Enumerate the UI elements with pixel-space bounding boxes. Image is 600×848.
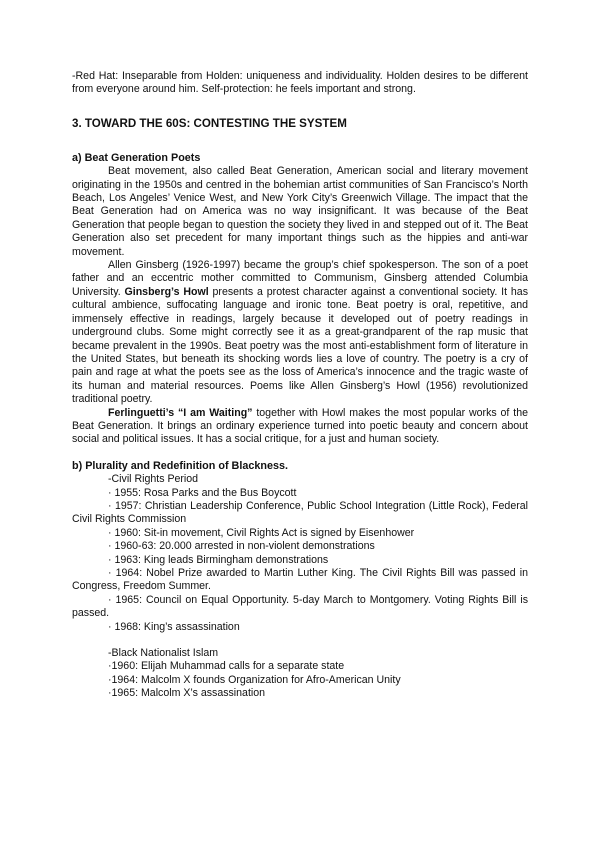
- list-item: · 1960-63: 20.000 arrested in non-violent demonstrations: [108, 540, 375, 553]
- list-item: ·1965: Malcolm X’s assassination: [108, 687, 266, 700]
- list-item: · 1960: Sit-in movement, Civil Rights Act is signed by Eisenhower: [108, 526, 415, 539]
- document-page: [72, 70, 528, 701]
- section-title: 3. TOWARD THE 60S: CONTESTING THE SYSTEM: [72, 116, 347, 130]
- civil-rights-heading: -Civil Rights Period: [108, 473, 199, 486]
- list-item: · 1964: Nobel Prize awarded to Martin Luther King. The Civil Rights Bill was passed in Congress, Freedom Summer.: [72, 567, 528, 593]
- list-item: ·1964: Malcolm X founds Organization for Afro-American Unity: [108, 673, 401, 686]
- list-item: · 1965: Council on Equal Opportunity. 5-day March to Montgomery. Voting Rights Bill is passed.: [72, 593, 528, 620]
- ferlinghetti-text: together with Howl makes the most popular works of the Beat Generation. It brings an ordinary experience turned into poetic beauty and concern about social and political issues. It has a social critique, for a just and human society.: [72, 406, 528, 446]
- list-item: · 1957: Christian Leadership Conference, Public School Integration (Little Rock), Federal Civil Rights Commission: [72, 499, 528, 526]
- ginsberg-text-end: presents a protest character against a conventional society. It has cultural ambience, suffocating language and ironic tone. Beat poetry is oral, repetitive, and immensely effective in readings, largely because it developed out of poetry readings in underground clubs. Some might correctly see it as a great-grandparent of the rap music that became prevalent in the 1990s. Beat poetry was the most anti-establishment form of literature in the United States, but beneath its shocking words lies a love of country. The poetry is a cry of pain and rage at what the poets see as the loss of America’s innocence and the tragic waste of its human and material resources. Poems like Allen Ginsberg’s Howl (1956) revolutionized traditional poetry.: [72, 285, 528, 406]
- beat-generation-heading: a) Beat Generation Poets: [72, 151, 201, 164]
- i-am-waiting-title: Ferlinguetti’s “I am Waiting”: [108, 406, 253, 419]
- red-hat-paragraph: -Red Hat: Inseparable from Holden: uniqueness and individuality. Holden desires to be different from everyone around him. Self-protection: he feels important and strong.: [72, 70, 528, 96]
- howl-title: Ginsberg’s Howl: [124, 285, 209, 298]
- ginsberg-paragraph: [72, 259, 528, 406]
- list-item: · 1968: King’s assassination: [108, 620, 240, 633]
- ginsberg-text-start: Allen Ginsberg (1926-1997) became the group’s chief spokesperson. The son of a poet father and an eccentric mother committed to Communism, Ginsberg attended Columbia University.: [72, 259, 528, 298]
- blackness-heading: b) Plurality and Redefinition of Blackness.: [72, 459, 288, 472]
- list-item: · 1955: Rosa Parks and the Bus Boycott: [108, 486, 297, 499]
- list-item: · 1963: King leads Birmingham demonstrations: [108, 553, 329, 566]
- black-islam-list: [72, 647, 528, 701]
- ferlinghetti-paragraph: [72, 407, 528, 447]
- civil-rights-list: [72, 473, 528, 634]
- black-islam-heading: -Black Nationalist Islam: [108, 647, 219, 660]
- list-item: ·1960: Elijah Muhammad calls for a separate state: [108, 660, 345, 673]
- beat-movement-paragraph: Beat movement, also called Beat Generation, American social and literary movement originating in the 1950s and centred in the bohemian artist communities of San Francisco’s North Beach, Los Angeles’ Venice West, and New York City’s Greenwich Village. The impact that the Beat Generation had on America was no way insignificant. It was because of the Beat Generation that people began to question the society they lived in and stepped out of it. The Beat Generation also set precedent for many important things such as the hippies and anti-war movement.: [72, 165, 528, 258]
